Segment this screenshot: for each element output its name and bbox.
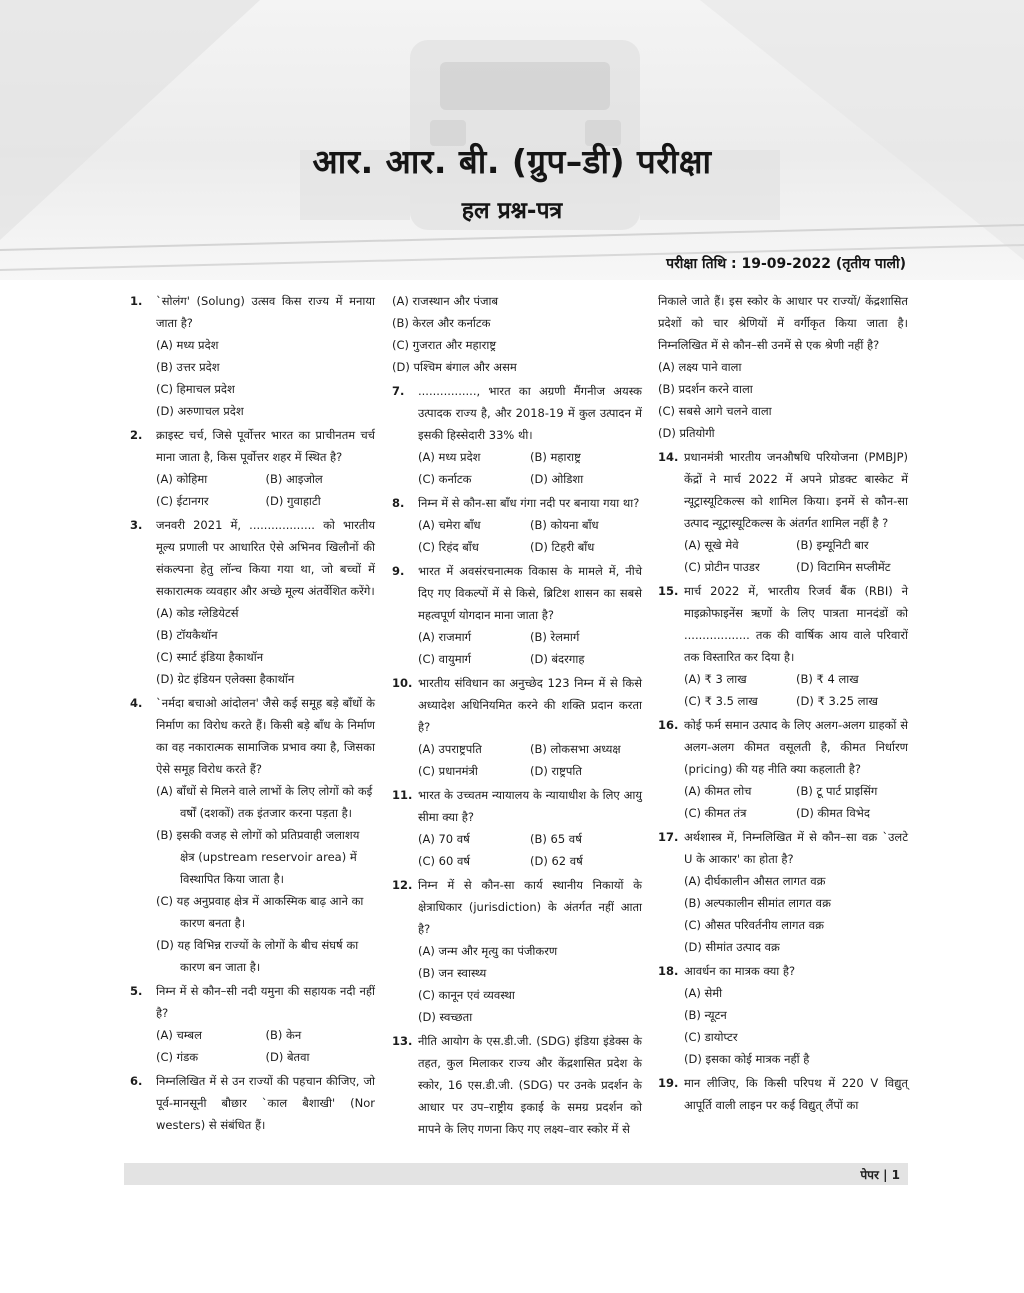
answer-options-grid <box>418 514 642 558</box>
answer-option: (C) यह अनुप्रवाह क्षेत्र में आकस्मिक बाढ़ आने का कारण बनता है। <box>156 894 364 930</box>
answer-option: (B) टू पार्ट प्राइसिंग <box>796 784 878 798</box>
answer-option: (C) ₹ 3.5 लाख <box>684 694 758 708</box>
answer-option: (B) आइजोल <box>265 472 323 486</box>
answer-option: (A) ₹ 3 लाख <box>684 672 747 686</box>
answer-options-grid <box>156 468 375 512</box>
question-number: 15. <box>658 584 679 598</box>
page-number: पेपर | 1 <box>860 1168 900 1182</box>
answer-option: (B) न्यूटन <box>684 1008 727 1022</box>
answer-option: (A) कोहिमा <box>156 472 208 486</box>
answer-option: (D) राष्ट्रपति <box>530 764 582 778</box>
question-text: क्राइस्ट चर्च, जिसे पूर्वोत्तर भारत का प्राचीनतम चर्च माना जाता है, किस पूर्वोत्तर शहर में स्थित है? <box>156 428 375 464</box>
answer-option: (D) अरुणाचल प्रदेश <box>156 404 244 418</box>
question-block <box>658 290 908 444</box>
question-text: `सोलंग' (Solung) उत्सव किस राज्य में मनाया जाता है? <box>156 294 375 330</box>
answer-option: (B) रेलमार्ग <box>530 630 580 644</box>
answer-option: (D) बंदरगाह <box>530 652 585 666</box>
answer-option: (C) हिमाचल प्रदेश <box>156 382 235 396</box>
question-number: 4. <box>130 696 143 710</box>
question-text: आवर्धन का मात्रक क्या है? <box>684 964 796 978</box>
question-number: 1. <box>130 294 143 308</box>
answer-option: (B) ₹ 4 लाख <box>796 672 859 686</box>
question-block <box>658 1072 908 1116</box>
answer-option: (A) जन्म और मृत्यु का पंजीकरण <box>418 944 558 958</box>
answer-option: (D) इसका कोई मात्रक नहीं है <box>684 1052 810 1066</box>
answer-option: (D) सीमांत उत्पाद वक्र <box>684 940 780 954</box>
question-text: ................, भारत का अग्रणी मैंगनीज अयस्क उत्पादक राज्य है, और 2018-19 में कुल उत्पादन में इसकी हिस्सेदारी 33% थी। <box>418 384 642 442</box>
answer-options-grid <box>418 828 642 872</box>
question-block <box>658 446 908 578</box>
answer-option: (A) सूखे मेवे <box>684 538 739 552</box>
question-block <box>130 1070 375 1136</box>
question-text: भारत में अवसंरचनात्मक विकास के मामले में, नीचे दिए गए विकल्पों में से किसे, ब्रिटिश शासन का सबसे महत्वपूर्ण योगदान माना जाता है? <box>418 564 642 622</box>
question-text: निम्न में से कौन-सा कार्य स्थानीय निकायों के क्षेत्राधिकार (jurisdiction) के अंतर्गत नहीं आता है? <box>418 878 642 936</box>
question-block <box>130 980 375 1068</box>
answer-option: (D) टिहरी बाँध <box>530 540 595 554</box>
answer-option: (B) लोकसभा अध्यक्ष <box>530 742 621 756</box>
answer-option: (D) कीमत विभेद <box>796 806 870 820</box>
answer-option: (A) कोड ग्लेडियेटर्स <box>156 606 239 620</box>
question-block <box>658 826 908 958</box>
question-block <box>392 1030 642 1140</box>
question-number: 5. <box>130 984 143 998</box>
question-number: 16. <box>658 718 679 732</box>
question-block <box>658 714 908 824</box>
question-block <box>130 514 375 690</box>
footer-bar <box>124 1163 908 1185</box>
answer-option: (B) इम्यूनिटी बार <box>796 538 869 552</box>
question-text: मार्च 2022 में, भारतीय रिजर्व बैंक (RBI) ने माइक्रोफाइनेंस ऋणों के लिए पात्रता मानदंडों को .................. तक की वार्षिक आय वाले परिवारों तक विस्तारित कर दिया है। <box>684 584 908 664</box>
question-number: 13. <box>392 1034 413 1048</box>
question-number: 6. <box>130 1074 143 1088</box>
answer-option: (B) महाराष्ट्र <box>530 450 581 464</box>
answer-option: (C) प्रधानमंत्री <box>418 764 478 778</box>
question-text: अर्थशास्त्र में, निम्नलिखित में से कौन–सा वक्र `उलटे U के आकार' का होता है? <box>684 830 908 866</box>
answer-option: (A) चमेरा बाँध <box>418 518 481 532</box>
answer-option: (B) 65 वर्ष <box>530 832 582 846</box>
question-text: मान लीजिए, कि किसी परिपथ में 220 V विद्युत् आपूर्ति वाली लाइन पर कई विद्युत् लैंपों का <box>684 1076 908 1112</box>
answer-option: (C) 60 वर्ष <box>418 854 470 868</box>
question-text: भारत के उच्चतम न्यायालय के न्यायाधीश के लिए आयु सीमा क्या है? <box>418 788 642 824</box>
answer-option: (A) उपराष्ट्रपति <box>418 742 482 756</box>
answer-option: (C) डायोप्टर <box>684 1030 738 1044</box>
question-number: 2. <box>130 428 143 442</box>
answer-option: (D) ₹ 3.25 लाख <box>796 694 878 708</box>
answer-options-grid <box>684 780 908 824</box>
answer-option: (A) लक्ष्य पाने वाला <box>658 360 742 374</box>
answer-option: (B) केरल और कर्नाटक <box>392 316 491 330</box>
question-text: निकाले जाते हैं। इस स्कोर के आधार पर राज्यों/ केंद्रशासित प्रदेशों को चार श्रेणियों में वर्गीकृत किया जाता है। निम्नलिखित में से कौन–सी उनमें से एक श्रेणी नहीं है? <box>658 294 908 352</box>
question-number: 19. <box>658 1076 679 1090</box>
page-title: आर. आर. बी. (ग्रुप–डी) परीक्षा <box>312 142 712 181</box>
answer-option: (B) प्रदर्शन करने वाला <box>658 382 753 396</box>
question-block <box>658 580 908 712</box>
answer-option: (A) राजमार्ग <box>418 630 472 644</box>
column-2 <box>392 290 642 1142</box>
answer-option: (C) ईटानगर <box>156 494 209 508</box>
answer-options-grid <box>418 738 642 782</box>
answer-option: (A) कीमत लोच <box>684 784 752 798</box>
question-block <box>392 560 642 670</box>
question-block <box>658 960 908 1070</box>
answer-option: (C) गंडक <box>156 1050 199 1064</box>
answer-option: (B) कोयना बाँध <box>530 518 599 532</box>
answer-option: (B) अल्पकालीन सीमांत लागत वक्र <box>684 896 831 910</box>
question-number: 17. <box>658 830 679 844</box>
answer-option: (D) प्रतियोगी <box>658 426 715 440</box>
question-block <box>130 290 375 422</box>
answer-option: (C) कानून एवं व्यवस्था <box>418 988 515 1002</box>
column-3 <box>658 290 908 1118</box>
answer-options-grid <box>684 534 908 578</box>
question-block <box>392 784 642 872</box>
answer-option: (A) मध्य प्रदेश <box>418 450 481 464</box>
question-text: प्रधानमंत्री भारतीय जनऔषधि परियोजना (PMBJP) केंद्रों ने मार्च 2022 में अपने प्रोडक्ट बास्केट में न्यूट्रास्यूटिकल्स को शामिल किया। इनमें से कौन-सा उत्पाद न्यूट्रास्यूटिकल्स के अंतर्गत शामिल नहीं है ? <box>684 450 908 530</box>
answer-option: (A) दीर्घकालीन औसत लागत वक्र <box>684 874 826 888</box>
answer-option: (A) बाँधों से मिलने वाले लाभों के लिए लोगों को कई वर्षों (दशकों) तक इंतजार करना पड़ता है। <box>156 784 373 820</box>
answer-option: (B) केन <box>265 1028 302 1042</box>
answer-options-grid <box>156 1024 375 1068</box>
answer-option: (C) प्रोटीन पाउडर <box>684 560 760 574</box>
question-number: 9. <box>392 564 405 578</box>
answer-option: (C) औसत परिवर्तनीय लागत वक्र <box>684 918 824 932</box>
answer-option: (D) ओडिशा <box>530 472 584 486</box>
answer-option: (D) बेतवा <box>265 1050 310 1064</box>
question-text: कोई फर्म समान उत्पाद के लिए अलग-अलग ग्राहकों से अलग-अलग कीमत वसूलती है, कीमत निर्धारण (pricing) की यह नीति क्या कहलाती है? <box>684 718 908 776</box>
answer-option: (D) स्वच्छता <box>418 1010 473 1024</box>
page-subtitle: हल प्रश्न-पत्र <box>461 198 563 224</box>
answer-option: (C) गुजरात और महाराष्ट्र <box>392 338 497 352</box>
question-number: 3. <box>130 518 143 532</box>
question-text: भारतीय संविधान का अनुच्छेद 123 निम्न में से किसे अध्यादेश अधिनियमित करने की शक्ति प्रदान करता है? <box>418 676 642 734</box>
answer-options-grid <box>418 446 642 490</box>
column-1 <box>130 290 375 1138</box>
answer-option: (C) कर्नाटक <box>418 472 472 486</box>
question-block <box>392 874 642 1028</box>
answer-option: (A) 70 वर्ष <box>418 832 470 846</box>
answer-option: (C) सबसे आगे चलने वाला <box>658 404 772 418</box>
question-number: 10. <box>392 676 413 690</box>
answer-option: (A) राजस्थान और पंजाब <box>392 294 499 308</box>
answer-option: (D) गुवाहाटी <box>265 494 321 508</box>
answer-option: (D) 62 वर्ष <box>530 854 583 868</box>
answer-option: (A) सेमी <box>684 986 723 1000</box>
answer-option: (B) उत्तर प्रदेश <box>156 360 220 374</box>
question-block <box>392 290 642 378</box>
question-number: 8. <box>392 496 405 510</box>
question-block <box>392 380 642 490</box>
answer-option: (D) विटामिन सप्लीमेंट <box>796 560 891 574</box>
answer-options-grid <box>684 668 908 712</box>
answer-option: (D) ग्रेट इंडियन एलेक्सा हैकाथॉन <box>156 672 295 686</box>
answer-option: (C) वायुमार्ग <box>418 652 472 666</box>
question-number: 12. <box>392 878 413 892</box>
exam-date: परीक्षा तिथि : 19-09-2022 (तृतीय पाली) <box>666 256 906 272</box>
answer-option: (A) मध्य प्रदेश <box>156 338 219 352</box>
answer-options-grid <box>418 626 642 670</box>
answer-option: (D) यह विभिन्न राज्यों के लोगों के बीच संघर्ष का कारण बन जाता है। <box>156 938 359 974</box>
question-text: निम्नलिखित में से उन राज्यों की पहचान कीजिए, जो पूर्व-मानसूनी बौछार `काल बैशाखी' (Nor westers) से संबंधित हैं। <box>156 1074 375 1132</box>
answer-option: (B) टॉयकैथॉन <box>156 628 218 642</box>
answer-option: (A) चम्बल <box>156 1028 202 1042</box>
answer-option: (B) जन स्वास्थ्य <box>418 966 487 980</box>
question-number: 18. <box>658 964 679 978</box>
question-block <box>392 672 642 782</box>
answer-option: (B) इसकी वजह से लोगों को प्रतिप्रवाही जलाशय क्षेत्र (upstream reservoir area) में विस्थापित किया जाता है। <box>156 828 360 886</box>
question-block <box>392 492 642 558</box>
question-text: `नर्मदा बचाओ आंदोलन' जैसे कई समूह बड़े बाँधों के निर्माण का विरोध करते हैं। किसी बड़े बाँध के निर्माण का वह नकारात्मक सामाजिक प्रभाव क्या है, जिसका ऐसे समूह विरोध करते हैं? <box>156 696 375 776</box>
answer-option: (C) कीमत तंत्र <box>684 806 747 820</box>
question-text: निम्न में से कौन–सी नदी यमुना की सहायक नदी नहीं है? <box>156 984 375 1020</box>
question-number: 7. <box>392 384 405 398</box>
answer-option: (D) पश्चिम बंगाल और असम <box>392 360 517 374</box>
question-block <box>130 424 375 512</box>
question-text: नीति आयोग के एस.डी.जी. (SDG) इंडिया इंडेक्स के तहत, कुल मिलाकर राज्य और केंद्रशासित प्रदेश के स्कोर, 16 एस.डी.जी. (SDG) पर उनके प्रदर्शन के आधार पर उप–राष्ट्रीय इकाई के समग्र प्रदर्शन को मापने के लिए गणना किए गए लक्ष्य–वार स्कोर में से <box>418 1034 642 1136</box>
answer-option: (C) रिहंद बाँध <box>418 540 479 554</box>
question-number: 11. <box>392 788 413 802</box>
question-text: जनवरी 2021 में, .................. को भारतीय मूल्य प्रणाली पर आधारित ऐसे अभिनव खिलौनों की संकल्पना हेतु लॉन्च किया गया था, जो बच्चों में सकारात्मक व्यवहार और अच्छे मूल्य अंतर्वेशित करेंगे। <box>156 518 375 598</box>
question-text: निम्न में से कौन-सा बाँध गंगा नदी पर बनाया गया था? <box>418 496 640 510</box>
question-number: 14. <box>658 450 679 464</box>
question-block <box>130 692 375 978</box>
answer-option: (C) स्मार्ट इंडिया हैकाथॉन <box>156 650 264 664</box>
